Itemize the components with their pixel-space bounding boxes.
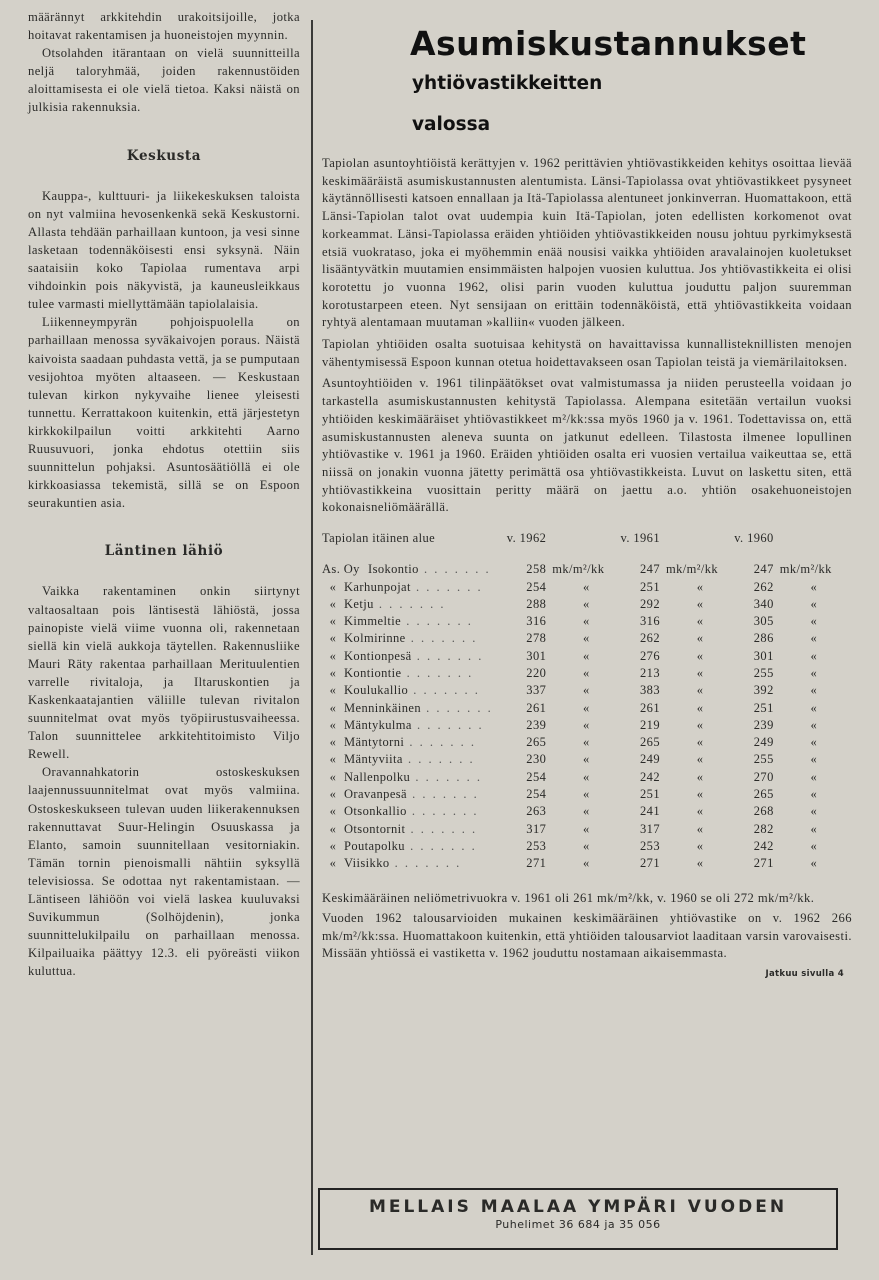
ditto-mark: « xyxy=(810,856,818,871)
fee-value: 261 xyxy=(640,700,660,715)
fee-value: 301 xyxy=(526,648,547,663)
dot-leader: . . . . . . . xyxy=(410,579,483,594)
area-label: Tapiolan itäinen alue xyxy=(322,531,436,546)
fee-table-row xyxy=(322,821,848,838)
ditto-mark: « xyxy=(810,665,818,680)
company-name-cell xyxy=(322,613,507,630)
fee-value: 270 xyxy=(753,769,774,784)
fee-value: 265 xyxy=(526,735,547,750)
article-body xyxy=(322,155,852,517)
ad-phone: Puhelimet 36 684 ja 35 056 xyxy=(495,1218,661,1231)
fee-table-row xyxy=(322,665,848,682)
company-name: Oravanpesä xyxy=(344,787,407,802)
fee-value: 317 xyxy=(640,821,660,836)
unit-label: mk/m²/kk xyxy=(665,562,719,577)
ditto-mark: « xyxy=(583,631,590,646)
fee-value: 258 xyxy=(526,562,547,577)
ditto-mark: « xyxy=(696,752,704,767)
advertisement-box xyxy=(318,1188,838,1250)
fee-value: 230 xyxy=(526,752,547,767)
ditto-mark: « xyxy=(583,838,590,853)
ditto-mark: « xyxy=(810,631,818,646)
dot-leader: . . . . . . . xyxy=(401,665,474,680)
fee-value: 213 xyxy=(640,665,660,680)
ditto-mark: « xyxy=(810,769,818,784)
company-name-cell xyxy=(322,803,507,820)
fee-table-row xyxy=(322,648,848,665)
ditto-mark: « xyxy=(329,804,337,819)
ditto-mark: « xyxy=(810,700,818,715)
article-title: Asumiskustannukset xyxy=(410,24,807,63)
company-prefix: As. Oy xyxy=(322,562,360,577)
dot-leader: . . . . . . . xyxy=(406,804,479,819)
fee-value: 262 xyxy=(753,579,774,594)
section-paragraph: Oravannahkatorin ostoskeskuksen laajennussuunnitelmat ovat myös valmiina. Ostoskeskukseen tulevan uuden liikerakennuksen rakennuttavat Suur-Helingin Osuuskassa ja Elanto, samoin suunnitellaan vesitorniakin. Tämän tornin pienoismalli nähtiin syksyllä televisiossa. Se odottaa nyt rakentamistaan. — Läntiseen lähiöön voi vielä laskea kuuluvaksi Suvikummun (Solhöjdenin), jonka suunnittelukilpailu on parhaillaan menossa. Kilpailuaika päättyy 12.3. eli pyöreästi viikon kuluttua. xyxy=(28,765,300,979)
fee-table-row xyxy=(322,717,848,734)
fee-value: 251 xyxy=(753,700,774,715)
dot-leader: . . . . . . . xyxy=(404,838,477,853)
fee-value: 242 xyxy=(640,769,660,784)
fee-value: 242 xyxy=(753,838,774,853)
ditto-mark: « xyxy=(329,735,337,750)
column-divider xyxy=(311,20,313,1255)
ditto-mark: « xyxy=(329,752,337,767)
company-name-cell xyxy=(322,821,507,838)
article-paragraph: Keskimääräinen neliömetrivuokra v. 1961 oli 261 mk/m²/kk, v. 1960 se oli 272 mk/m²/kk. xyxy=(322,891,815,906)
ditto-mark: « xyxy=(696,717,704,732)
article-paragraph: Vuoden 1962 talousarvioiden mukainen keskimääräinen yhtiövastike on v. 1962 266 mk/m²/kk:ssa. Huomattakoon kuitenkin, että yhtiöiden talousarviot laaditaan varsin varovaisesti. Missään yhtiössä ei vastiketta v. 1962 jouduttu nostamaan aikaisemmasta. xyxy=(322,911,852,961)
company-name-cell xyxy=(322,682,507,699)
company-name: Kolmirinne xyxy=(344,631,406,646)
company-name-cell xyxy=(322,699,507,716)
company-name-cell xyxy=(322,648,507,665)
ditto-mark: « xyxy=(329,631,337,646)
fee-table-row xyxy=(322,786,848,803)
fee-value: 316 xyxy=(640,614,660,629)
ditto-mark: « xyxy=(329,821,337,836)
fee-value: 337 xyxy=(526,683,547,698)
ditto-mark: « xyxy=(696,856,704,871)
section-heading: Läntinen lähiö xyxy=(104,543,224,560)
dot-leader: . . . . . . . xyxy=(402,752,475,767)
fee-value: 261 xyxy=(526,700,547,715)
ditto-mark: « xyxy=(583,596,590,611)
fee-value: 251 xyxy=(640,579,660,594)
dot-leader: . . . . . . . xyxy=(401,614,473,629)
fee-value: 383 xyxy=(640,683,660,698)
ditto-mark: « xyxy=(329,717,337,732)
company-name-cell xyxy=(322,769,507,786)
year-header: v. 1962 xyxy=(506,531,547,546)
fee-value: 255 xyxy=(753,752,774,767)
fee-value: 255 xyxy=(753,665,774,680)
dot-leader: . . . . . . . xyxy=(404,735,476,750)
company-name: Kontionpesä xyxy=(344,648,412,663)
fee-value: 286 xyxy=(753,631,774,646)
ditto-mark: « xyxy=(329,856,337,871)
company-name: Mäntytorni xyxy=(344,735,405,750)
ditto-mark: « xyxy=(696,700,704,715)
ditto-mark: « xyxy=(329,787,337,802)
fee-value: 392 xyxy=(753,683,774,698)
ditto-mark: « xyxy=(696,804,704,819)
ditto-mark: « xyxy=(583,856,590,871)
fee-table-row xyxy=(322,561,848,578)
ditto-mark: « xyxy=(696,683,704,698)
ditto-mark: « xyxy=(329,838,337,853)
ditto-mark: « xyxy=(329,596,337,611)
fee-value: 271 xyxy=(526,856,547,871)
company-name: Kontiontie xyxy=(344,665,402,680)
section-paragraph: Kauppa-, kulttuuri- ja liikekeskuksen taloista on nyt valmiina hevosenkenkä sekä Keskustorni. Allasta tehdään parhaillaan kuntoon, ja vesi sinne lasketaan todennäköisesti ensi syksynä. Näin saataisiin koko Tapiolaa rumentava arpi vihdoinkin pois näkyvistä, ja kauneusleikkaus tulee varmasti miellyttämään tapiolalaisia. xyxy=(28,188,300,312)
fee-value: 305 xyxy=(753,614,774,629)
fee-table-row xyxy=(322,769,848,786)
ditto-mark: « xyxy=(583,769,590,784)
fee-table-row xyxy=(322,803,848,820)
ditto-mark: « xyxy=(583,752,590,767)
ditto-mark: « xyxy=(810,614,818,629)
dot-leader: . . . . . . . xyxy=(411,648,484,663)
intro-paragraph: Otsolahden itärantaan on vielä suunnitteilla neljä taloryhmää, joiden rakennustöiden aloittamisesta ei ole vielä tietoa. Kaksi näistä on julkisia rakennuksia. xyxy=(28,46,300,115)
fee-table-row xyxy=(322,855,848,872)
dot-leader: . . . . . . . xyxy=(411,717,484,732)
company-name: Isokontio xyxy=(368,562,419,577)
unit-label: mk/m²/kk xyxy=(779,562,832,577)
article-after-table xyxy=(322,890,852,962)
fee-value: 276 xyxy=(640,648,660,663)
article-paragraph: Asuntoyhtiöiden v. 1961 tilinpäätökset ovat valmistumassa ja niiden perusteella voidaan jo tarkastella asumiskustannusten kehitystä Tapiolassa. Alempana esitetään vertailun vuoksi yhtiöiden keskimääräiset yhtiövastikkeet m²/kk:ssa myös 1960 ja v. 1961. Todettavissa on, että asumiskustannusten aleneva suunta on jatkunut edelleen. Tilastosta ilmenee lopullinen yhtiövastike v. 1961 ja 1960. Eräiden yhtiöiden osalta eri vuosien vertailua vaikeuttaa se, että niissä on jonakin vuonna jätetty perimättä osa yhtiövastikkeista. Luvut on laskettu siten, että yhtiövastikkeina vuosittain peritty määrä on jaettu a.o. yhtiön osakehuoneistojen kokonaisneliömäärällä. xyxy=(322,376,852,515)
fee-value: 253 xyxy=(526,838,547,853)
fee-value: 301 xyxy=(753,648,774,663)
fee-value: 317 xyxy=(526,821,547,836)
fee-value: 262 xyxy=(640,631,660,646)
ditto-mark: « xyxy=(810,804,818,819)
fee-table-row xyxy=(322,682,848,699)
fee-table-row xyxy=(322,838,848,855)
dot-leader: . . . . . . . xyxy=(421,700,493,715)
section-paragraph: Liikenneympyrän pohjoispuolella on parhaillaan menossa syväkaivojen poraus. Näistä kaivoista saadaan puhdasta vettä, ja se pumputaan vesijohtoa myöten altaaseen. — Keskustaan tulevan kirkon nykyvaihe lienee yleisesti tunnettu. Kerrattakoon kuitenkin, että järjestetyn kirkkokilpailun voitti arkkitehti Aarno Ruusuvuori, jonka ehdotus otettiin siis suunnittelun pohjaksi. Asuntosäätiöllä ei ole kirkkoasiassa tekemistä, sillä se on Espoon seurakuntien asia. xyxy=(28,315,300,511)
article-subtitle-line1: yhtiövastikkeitten xyxy=(412,73,603,94)
fee-value: 292 xyxy=(640,596,660,611)
ditto-mark: « xyxy=(810,735,818,750)
ditto-mark: « xyxy=(329,579,337,594)
dot-leader: . . . . . . . xyxy=(410,769,482,784)
fee-table-row xyxy=(322,596,848,613)
fee-value: 239 xyxy=(526,717,547,732)
ditto-mark: « xyxy=(696,579,704,594)
dot-leader: . . . . . . . xyxy=(418,562,491,577)
fee-table-header xyxy=(322,531,848,561)
fee-table-body xyxy=(322,561,848,872)
fee-value: 282 xyxy=(753,821,774,836)
dot-leader: . . . . . . . xyxy=(408,683,480,698)
ditto-mark: « xyxy=(583,700,590,715)
fee-table-row xyxy=(322,630,848,647)
ditto-mark: « xyxy=(329,769,337,784)
company-name-cell xyxy=(322,855,507,872)
company-name: Menninkäinen xyxy=(344,700,422,715)
fee-table-row xyxy=(322,734,848,751)
company-name-cell xyxy=(322,665,507,682)
ditto-mark: « xyxy=(329,665,337,680)
ditto-mark: « xyxy=(583,787,590,802)
fee-value: 288 xyxy=(526,596,547,611)
ditto-mark: « xyxy=(583,821,590,836)
fee-value: 247 xyxy=(753,562,774,577)
fee-value: 268 xyxy=(753,804,774,819)
company-name-cell xyxy=(322,630,507,647)
ditto-mark: « xyxy=(810,596,818,611)
company-name-cell xyxy=(322,838,507,855)
ditto-mark: « xyxy=(696,648,704,663)
fee-value: 253 xyxy=(640,838,660,853)
ditto-mark: « xyxy=(696,787,704,802)
company-name-cell xyxy=(322,734,507,751)
company-name: Nallenpolku xyxy=(344,769,411,784)
ditto-mark: « xyxy=(329,683,337,698)
ditto-mark: « xyxy=(583,614,590,629)
company-name: Mäntyviita xyxy=(344,752,403,767)
continued-note: Jatkuu sivulla 4 xyxy=(765,968,844,979)
fee-value: 254 xyxy=(526,787,547,802)
company-name-cell xyxy=(322,561,507,578)
dot-leader: . . . . . . . xyxy=(407,787,479,802)
ditto-mark: « xyxy=(810,752,818,767)
section-paragraph: Vaikka rakentaminen onkin siirtynyt valtaosaltaan pois läntisestä lähiöstä, jossa painopiste vielä viime vuonna oli, rakennetaan siellä kin vielä aukkoja täytellen. Rakennusliike Mauri Räty rakentaa parhaillaan Merituulentien varrelle rivitaloja, ja Iltaruskontien ja Kaskenkaatajantien väliille tulevan rivitalon suunnitelmat ovat myös työpiirustusvaiheessa. Talon suunnittelee arkkitehtitoimisto Viljo Rewell. xyxy=(28,584,300,762)
ditto-mark: « xyxy=(329,648,337,663)
dot-leader: . . . . . . . xyxy=(405,821,478,836)
company-name: Poutapolku xyxy=(344,838,405,853)
company-name: Otsonkallio xyxy=(344,804,407,819)
ditto-mark: « xyxy=(696,735,704,750)
ditto-mark: « xyxy=(810,821,818,836)
fee-value: 263 xyxy=(526,804,547,819)
ditto-mark: « xyxy=(583,717,590,732)
dot-leader: . . . . . . . xyxy=(405,631,478,646)
ditto-mark: « xyxy=(696,821,704,836)
unit-label: mk/m²/kk xyxy=(552,562,605,577)
ditto-mark: « xyxy=(810,683,818,698)
ditto-mark: « xyxy=(696,614,704,629)
fee-table-row xyxy=(322,613,848,630)
ditto-mark: « xyxy=(583,683,590,698)
company-name-cell xyxy=(322,578,507,595)
company-name-cell xyxy=(322,786,507,803)
company-name: Kimmeltie xyxy=(344,614,402,629)
fee-value: 249 xyxy=(753,735,774,750)
company-name-cell xyxy=(322,596,507,613)
article-column xyxy=(322,16,852,979)
ditto-mark: « xyxy=(696,631,704,646)
fee-value: 254 xyxy=(526,579,547,594)
ad-headline: MELLAIS MAALAA YMPÄRI VUODEN xyxy=(368,1197,788,1217)
dot-leader: . . . . . . . xyxy=(373,596,446,611)
fee-value: 247 xyxy=(640,562,660,577)
ditto-mark: « xyxy=(696,665,704,680)
company-name: Koulukallio xyxy=(344,683,409,698)
dot-leader: . . . . . . . xyxy=(389,856,462,871)
left-column xyxy=(28,8,300,981)
ditto-mark: « xyxy=(696,596,704,611)
ditto-mark: « xyxy=(810,717,818,732)
ditto-mark: « xyxy=(329,700,337,715)
company-name: Karhunpojat xyxy=(344,579,411,594)
ditto-mark: « xyxy=(583,665,590,680)
ditto-mark: « xyxy=(583,735,590,750)
fee-table-row xyxy=(322,751,848,768)
fee-table xyxy=(322,531,848,872)
article-paragraph: Tapiolan yhtiöiden osalta suotuisaa kehitystä on havaittavissa kunnallisteknillisten menojen vähentymisessä Espoon kunnan otetua hoidettavakseen osan Tapiolan teistä ja viemärilaitoksen. xyxy=(322,337,852,369)
ditto-mark: « xyxy=(583,648,590,663)
ditto-mark: « xyxy=(583,804,590,819)
fee-value: 265 xyxy=(640,735,660,750)
fee-value: 271 xyxy=(640,856,660,871)
ditto-mark: « xyxy=(696,769,704,784)
company-name: Mäntykulma xyxy=(344,717,412,732)
ditto-mark: « xyxy=(810,579,818,594)
fee-value: 271 xyxy=(753,856,774,871)
intro-paragraph: määrännyt arkkitehdin urakoitsijoille, jotka hoitavat rakentamisen ja huoneistojen myynnin. xyxy=(28,10,300,43)
fee-table-row xyxy=(322,578,848,595)
year-header: v. 1961 xyxy=(620,531,660,546)
company-name-cell xyxy=(322,717,507,734)
fee-value: 249 xyxy=(640,752,660,767)
fee-value: 239 xyxy=(753,717,774,732)
fee-value: 251 xyxy=(640,787,660,802)
fee-value: 278 xyxy=(526,631,547,646)
ditto-mark: « xyxy=(810,838,818,853)
fee-table-row xyxy=(322,699,848,716)
fee-value: 219 xyxy=(640,717,660,732)
company-name: Otsontornit xyxy=(344,821,406,836)
ditto-mark: « xyxy=(329,614,337,629)
section-heading: Keskusta xyxy=(126,147,202,164)
ditto-mark: « xyxy=(583,579,590,594)
company-name-cell xyxy=(322,751,507,768)
article-paragraph: Tapiolan asuntoyhtiöistä kerättyjen v. 1962 perittävien yhtiövastikkeiden kehitys osoittaa lievää keskimääräistä asumiskustannusten alentumista. Länsi-Tapiolassa ovat yhtiövastikkeet pysyneet käytännöllisesti katsoen ennallaan ja Itä-Tapiolassa alentuneet jonkinverran. Huomattakoon, että Länsi-Tapiolan talot ovat uudempia kuin Itä-Tapiolan, joten edellisten korkomenot ovat korkeammat. Länsi-Tapiolassa eräiden yhtiöiden yhtiövastikkeiden nousu johtuu pyrkimyksestä etsiä vuokrataso, joka ei myöhemmin enää nousisi vaikka yhtiöiden aravalainojen kuoletukset lisääntyvätkin muutamien ensimmäisten halpojen vuosien kuluttua. Jos yhtiövastikkeita ei olisi korotettu jo vuonna 1962, olisi parin vuoden kuluttua jouduttu paljon suuremman korotustarpeen eteen. Nyt sensijaan on erittäin todennäköistä, että yhtiövastikkeita voidaan ryhtyä alentamaan muutaman »kalliin« vuoden jälkeen. xyxy=(322,156,852,330)
fee-value: 241 xyxy=(640,804,660,819)
fee-value: 265 xyxy=(753,787,774,802)
ditto-mark: « xyxy=(810,787,818,802)
company-name: Ketju xyxy=(344,596,374,611)
year-header: v. 1960 xyxy=(734,531,774,546)
ditto-mark: « xyxy=(696,838,704,853)
ditto-mark: « xyxy=(810,648,818,663)
fee-value: 220 xyxy=(526,665,547,680)
fee-value: 340 xyxy=(753,596,774,611)
article-subtitle-line2: valossa xyxy=(412,114,491,135)
fee-value: 254 xyxy=(526,769,547,784)
company-name: Viisikko xyxy=(344,856,390,871)
fee-value: 316 xyxy=(526,614,547,629)
